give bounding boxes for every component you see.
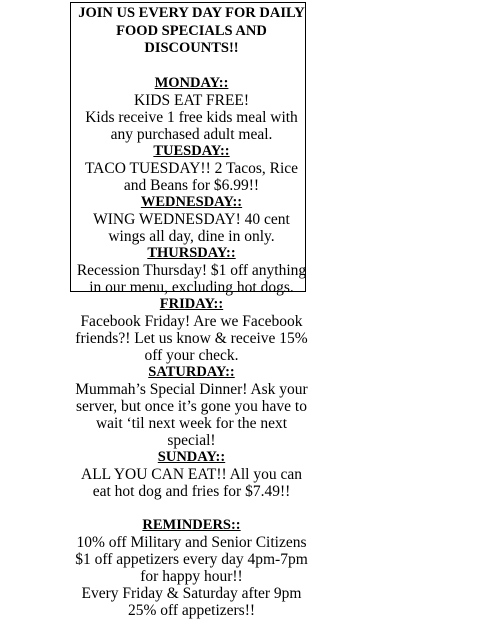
reminder-text: 25% off appetizers!! [127, 601, 256, 619]
day-text: KIDS EAT FREE! [133, 91, 250, 109]
day-friday [68, 296, 315, 364]
day-text: server, but once it’s gone you have to [76, 397, 307, 415]
reminders-section [68, 517, 315, 619]
reminder-text: $1 off appetizers every day 4pm-7pm [75, 550, 308, 568]
spacer [68, 58, 315, 75]
specials-document [68, 5, 315, 619]
day-monday [68, 75, 315, 143]
reminders-label: REMINDERS:: [142, 516, 241, 533]
day-label: WEDNESDAY:: [140, 193, 243, 210]
headline-line: FOOD SPECIALS AND [116, 22, 267, 39]
reminder-text: 10% off Military and Senior Citizens [76, 533, 307, 551]
headline-line: JOIN US EVERY DAY FOR DAILY [78, 5, 305, 21]
day-text: Facebook Friday! Are we Facebook [80, 312, 303, 330]
day-text: TACO TUESDAY!! 2 Tacos, Rice [84, 159, 299, 177]
day-label: MONDAY:: [154, 74, 229, 91]
day-text: off your check. [144, 346, 239, 364]
day-text: Mummah’s Special Dinner! Ask your [75, 380, 308, 398]
headline [68, 5, 315, 58]
spacer [68, 500, 315, 517]
day-label: SATURDAY:: [148, 363, 235, 380]
day-label: SUNDAY:: [157, 448, 226, 465]
day-label: TUESDAY:: [153, 142, 230, 159]
day-sunday [68, 449, 315, 500]
day-text: wings all day, dine in only. [108, 227, 275, 245]
day-text: and Beans for $6.99!! [123, 176, 260, 194]
headline-line: DISCOUNTS!! [144, 40, 239, 56]
day-text: wait ‘til next week for the next [95, 414, 288, 432]
reminder-text: Every Friday & Saturday after 9pm [81, 584, 302, 602]
day-text: Kids receive 1 free kids meal with [85, 108, 298, 126]
day-text: in our menu, excluding hot dogs. [89, 278, 294, 296]
day-text: friends?! Let us know & receive 15% [75, 329, 308, 347]
day-text: special! [167, 431, 216, 449]
day-text: WING WEDNESDAY! 40 cent [93, 210, 290, 228]
day-label: FRIDAY:: [159, 295, 224, 312]
day-text: ALL YOU CAN EAT!! All you can [81, 465, 302, 483]
day-saturday [68, 364, 315, 449]
day-text: eat hot dog and fries for $7.49!! [92, 482, 291, 500]
day-text: Recession Thursday! $1 off anything [76, 261, 307, 279]
reminder-text: for happy hour!! [140, 567, 243, 585]
day-label: THURSDAY:: [147, 244, 236, 261]
day-tuesday [68, 143, 315, 194]
day-thursday [68, 245, 315, 296]
day-text: any purchased adult meal. [110, 125, 273, 143]
day-wednesday [68, 194, 315, 245]
